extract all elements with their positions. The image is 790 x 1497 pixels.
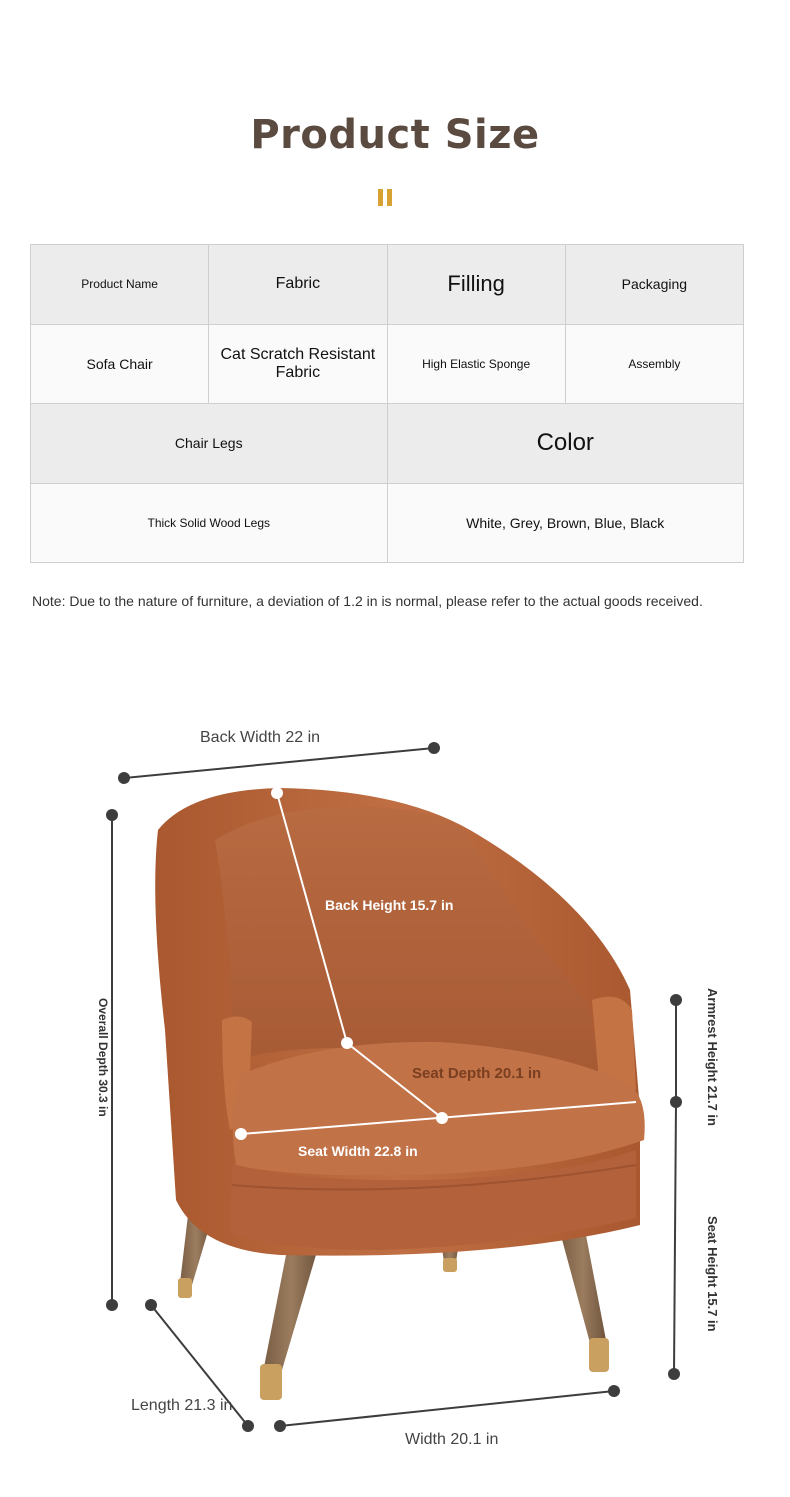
- label-width: Width 20.1 in: [405, 1431, 499, 1448]
- table-row: [31, 324, 744, 404]
- leg-cap-back-right: [443, 1258, 457, 1272]
- cell-fabric-header: Fabric: [209, 245, 387, 325]
- title-decoration: [378, 189, 394, 206]
- cell-chair-legs-value: Thick Solid Wood Legs: [31, 483, 388, 563]
- page-title: Product Size: [250, 112, 540, 158]
- leg-cap-front-left: [260, 1364, 282, 1400]
- width-line: [280, 1391, 614, 1426]
- table-row: [31, 404, 744, 484]
- deviation-note: Note: Due to the nature of furniture, a deviation of 1.2 in is normal, please refer to the actual goods received.: [32, 593, 703, 609]
- table-row: [31, 245, 744, 325]
- back-width-line: [124, 748, 434, 778]
- cell-color-value: White, Grey, Brown, Blue, Black: [387, 483, 744, 563]
- spec-table: [30, 244, 744, 563]
- cell-fabric-value: Cat Scratch Resistant Fabric: [209, 324, 387, 404]
- label-seat-width: Seat Width 22.8 in: [298, 1143, 418, 1159]
- label-back-height: Back Height 15.7 in: [325, 897, 454, 913]
- leg-cap-front-right: [589, 1338, 609, 1372]
- cell-packaging-value: Assembly: [565, 324, 743, 404]
- label-armrest-height: Armrest Height 21.7 in: [705, 988, 720, 1126]
- cell-packaging-header: Packaging: [565, 245, 743, 325]
- cell-product-name-value: Sofa Chair: [31, 324, 209, 404]
- leg-front-left: [264, 1245, 318, 1370]
- leg-cap-back-left: [178, 1278, 192, 1298]
- cell-color-header: Color: [387, 404, 744, 484]
- label-overall-depth: Overall Depth 30.3 in: [96, 998, 110, 1117]
- label-seat-height: Seat Height 15.7 in: [705, 1216, 720, 1332]
- chair-dimension-diagram: [0, 660, 790, 1497]
- label-length: Length 21.3 in: [131, 1397, 233, 1414]
- seat-height-line: [674, 1102, 676, 1374]
- table-row: [31, 483, 744, 563]
- cell-filling-value: High Elastic Sponge: [387, 324, 565, 404]
- cell-chair-legs-header: Chair Legs: [31, 404, 388, 484]
- label-back-width: Back Width 22 in: [200, 729, 321, 746]
- label-seat-depth: Seat Depth 20.1 in: [412, 1065, 542, 1082]
- cell-product-name-header: Product Name: [31, 245, 209, 325]
- chair-body: [155, 788, 645, 1256]
- cell-filling-header: Filling: [387, 245, 565, 325]
- leg-front-right: [560, 1230, 606, 1343]
